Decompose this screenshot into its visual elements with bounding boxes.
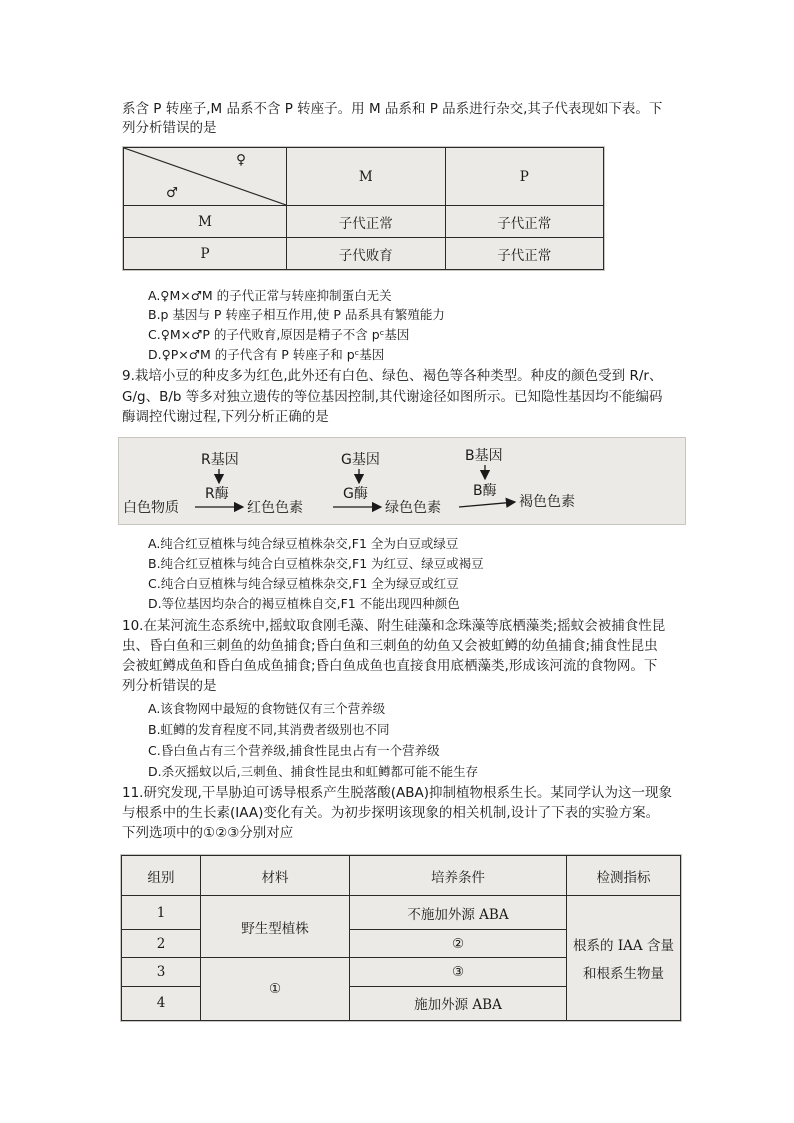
- female-symbol: ♀: [236, 152, 246, 168]
- group-2: 2: [122, 930, 201, 958]
- q8-option-c: C.♀M×♂P 的子代败育,原因是精子不含 pᶜ基因: [148, 327, 410, 342]
- q11-line-1: 11.研究发现,干旱胁迫可诱导根系产生脱落酸(ABA)抑制植物根系生长。某同学认为这一现象: [122, 785, 673, 801]
- condition-3: ③: [350, 958, 567, 986]
- gene-g-label: G基因: [341, 452, 380, 468]
- enzyme-g-label: G酶: [343, 486, 368, 502]
- intro-line-1: 系含 P 转座子,M 品系不含 P 转座子。用 M 品系和 P 品系进行杂交,其子代表现如下表。下: [122, 101, 663, 117]
- table-row: [124, 206, 604, 238]
- intro-line-2: 列分析错误的是: [122, 120, 217, 136]
- group-3: 3: [122, 958, 201, 986]
- indicator-line-1: 根系的 IAA 含量: [573, 938, 674, 954]
- substance-red: 红色色素: [247, 500, 303, 516]
- substance-brown: 褐色色素: [519, 494, 575, 510]
- arrow-green-to-brown: [459, 502, 515, 507]
- q9-option-a: A.纯合红豆植株与纯合绿豆植株杂交,F1 全为白豆或绿豆: [148, 536, 459, 551]
- indicator-line-2: 和根系生物量: [583, 966, 664, 982]
- col-header-m: M: [287, 148, 446, 206]
- enzyme-r-label: R酶: [205, 486, 229, 502]
- q9-line-1: 9.栽培小豆的种皮多为红色,此外还有白色、绿色、褐色等各种类型。种皮的颜色受到 R/r、: [122, 368, 663, 384]
- cell-m-p: 子代正常: [445, 206, 604, 238]
- col-header-p: P: [445, 148, 604, 206]
- cell-p-p: 子代正常: [445, 238, 604, 270]
- cell-p-m: 子代败育: [287, 238, 446, 270]
- q10-option-c: C.昏白鱼占有三个营养级,捕食性昆虫占有一个营养级: [148, 743, 440, 758]
- q11-line-2: 与根系中的生长素(IAA)变化有关。为初步探明该现象的相关机制,设计了下表的实验方案。: [122, 805, 660, 821]
- table-row: [122, 896, 681, 930]
- q10-line-3: 会被虹鳟成鱼和昏白鱼成鱼捕食;昏白鱼成鱼也直接食用底栖藻类,形成该河流的食物网。下: [122, 658, 658, 674]
- q10-line-2: 虫、昏白鱼和三刺鱼的幼鱼捕食;昏白鱼和三刺鱼的幼鱼又会被虹鳟的幼鱼捕食;捕食性昆虫: [122, 638, 658, 654]
- cell-m-m: 子代正常: [287, 206, 446, 238]
- condition-4: 施加外源 ABA: [350, 986, 567, 1020]
- enzyme-b-label: B酶: [473, 483, 497, 499]
- header-group: 组别: [122, 856, 201, 896]
- header-condition: 培养条件: [350, 856, 567, 896]
- experiment-table-photo: [120, 854, 682, 1022]
- q9-option-c: C.纯合白豆植株与纯合绿豆植株杂交,F1 全为绿豆或红豆: [148, 576, 459, 591]
- header-indicator: 检测指标: [567, 856, 681, 896]
- condition-1: 不施加外源 ABA: [350, 896, 567, 930]
- q9-line-2: G/g、B/b 等多对独立遗传的等位基因控制,其代谢途径如图所示。已知隐性基因均不能编码: [122, 389, 663, 405]
- pathway-diagram: [119, 438, 685, 524]
- experiment-table: [121, 855, 681, 1021]
- substance-white: 白色物质: [123, 500, 179, 516]
- q11-line-3: 下列选项中的①②③分别对应: [122, 825, 294, 841]
- q8-option-d: D.♀P×♂M 的子代含有 P 转座子和 pᶜ基因: [148, 347, 385, 362]
- q10-option-a: A.该食物网中最短的食物链仅有三个营养级: [148, 701, 386, 716]
- material-blank: ①: [201, 958, 350, 1021]
- q10-line-1: 10.在某河流生态系统中,摇蚊取食刚毛藻、附生硅藻和念珠藻等底栖藻类;摇蚊会被捕食性昆: [122, 618, 666, 634]
- header-diagonal-cell: [124, 148, 287, 206]
- q10-option-d: D.杀灭摇蚊以后,三刺鱼、捕食性昆虫和虹鳟都可能不能生存: [148, 764, 479, 779]
- gene-r-label: R基因: [201, 452, 239, 468]
- indicator-cell: [567, 896, 681, 1021]
- male-symbol: ♂: [166, 185, 179, 201]
- material-wildtype: 野生型植株: [201, 896, 350, 958]
- header-material: 材料: [201, 856, 350, 896]
- condition-2: ②: [350, 930, 567, 958]
- gene-b-label: B基因: [465, 448, 503, 464]
- pathway-diagram-photo: [118, 437, 686, 525]
- table-row: [124, 238, 604, 270]
- table1-photo: [122, 146, 605, 271]
- q9-option-b: B.纯合红豆植株与纯合白豆植株杂交,F1 为红豆、绿豆或褐豆: [148, 556, 484, 571]
- q9-option-d: D.等位基因均杂合的褐豆植株自交,F1 不能出现四种颜色: [148, 596, 460, 611]
- q8-option-b: B.p 基因与 P 转座子相互作用,使 P 品系具有繁殖能力: [148, 307, 445, 322]
- row-label-p: P: [124, 238, 287, 270]
- q9-line-3: 酶调控代谢过程,下列分析正确的是: [122, 409, 329, 425]
- q8-option-a: A.♀M×♂M 的子代正常与转座抑制蛋白无关: [148, 288, 392, 303]
- substance-green: 绿色色素: [385, 500, 441, 516]
- group-4: 4: [122, 986, 201, 1020]
- q10-option-b: B.虹鳟的发育程度不同,其消费者级别也不同: [148, 722, 390, 737]
- group-1: 1: [122, 896, 201, 930]
- row-label-m: M: [124, 206, 287, 238]
- q10-line-4: 列分析错误的是: [122, 678, 217, 694]
- cross-result-table: [123, 147, 604, 270]
